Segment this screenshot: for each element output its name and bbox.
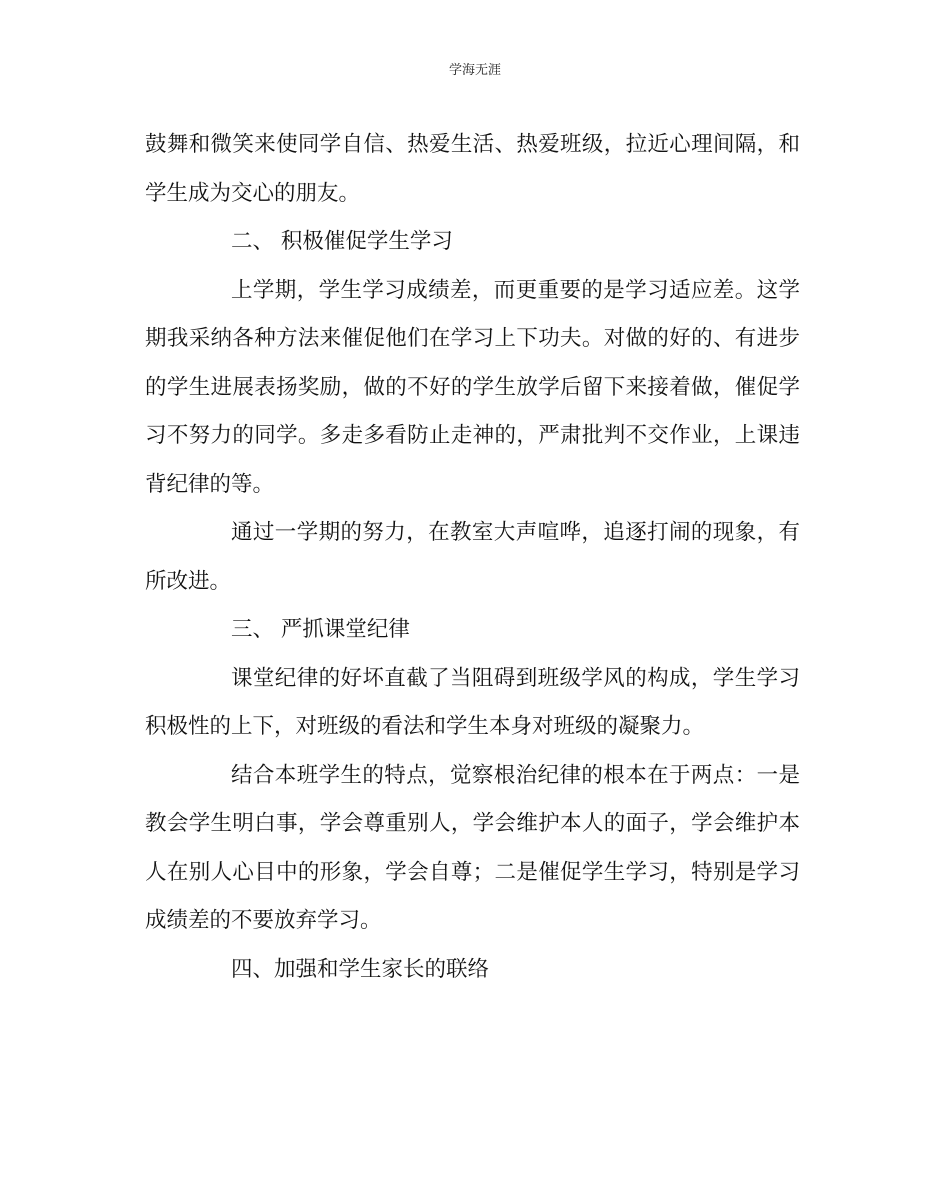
page-header: 学海无涯 xyxy=(448,63,501,78)
text-line: 课堂纪律的好坏直截了当阻碍到班级学风的构成，学生学习 xyxy=(231,665,800,691)
text-line: 背纪律的等。 xyxy=(145,471,275,497)
section-heading: 二、 积极催促学生学习 xyxy=(231,229,453,254)
text-line: 通过一学期的努力，在教室大声喧哗，追逐打闹的现象，有 xyxy=(231,520,800,545)
text-line: 所改进。 xyxy=(145,568,232,594)
text-line: 鼓舞和微笑来使同学自信、热爱生活、热爱班级，拉近心理间隔，和 xyxy=(145,132,800,157)
text-line: 积极性的上下，对班级的看法和学生本身对班级的凝聚力。 xyxy=(145,714,705,739)
text-line: 人在别人心目中的形象，学会自尊；二是催促学生学习，特别是学习 xyxy=(145,859,800,885)
text-line: 期我采纳各种方法来催促他们在学习上下功夫。对做的好的、有进步 xyxy=(145,326,800,351)
text-line: 上学期，学生学习成绩差，而更重要的是学习适应差。这学 xyxy=(231,277,800,303)
section-heading: 四、加强和学生家长的联络 xyxy=(231,956,490,982)
text-line: 结合本班学生的特点，觉察根治纪律的根本在于两点：一是 xyxy=(231,762,800,788)
text-line: 习不努力的同学。多走多看防止走神的，严肃批判不交作业，上课违 xyxy=(145,423,800,448)
text-line: 成绩差的不要放弃学习。 xyxy=(145,908,382,933)
text-line: 学生成为交心的朋友。 xyxy=(145,180,361,206)
text-line: 的学生进展表扬奖励，做的不好的学生放学后留下来接着做，催促学 xyxy=(145,374,800,400)
section-heading: 三、 严抓课堂纪律 xyxy=(231,617,410,642)
document-body xyxy=(145,121,800,994)
text-line: 教会学生明白事，学会尊重别人，学会维护本人的面子，学会维护本 xyxy=(145,811,800,836)
